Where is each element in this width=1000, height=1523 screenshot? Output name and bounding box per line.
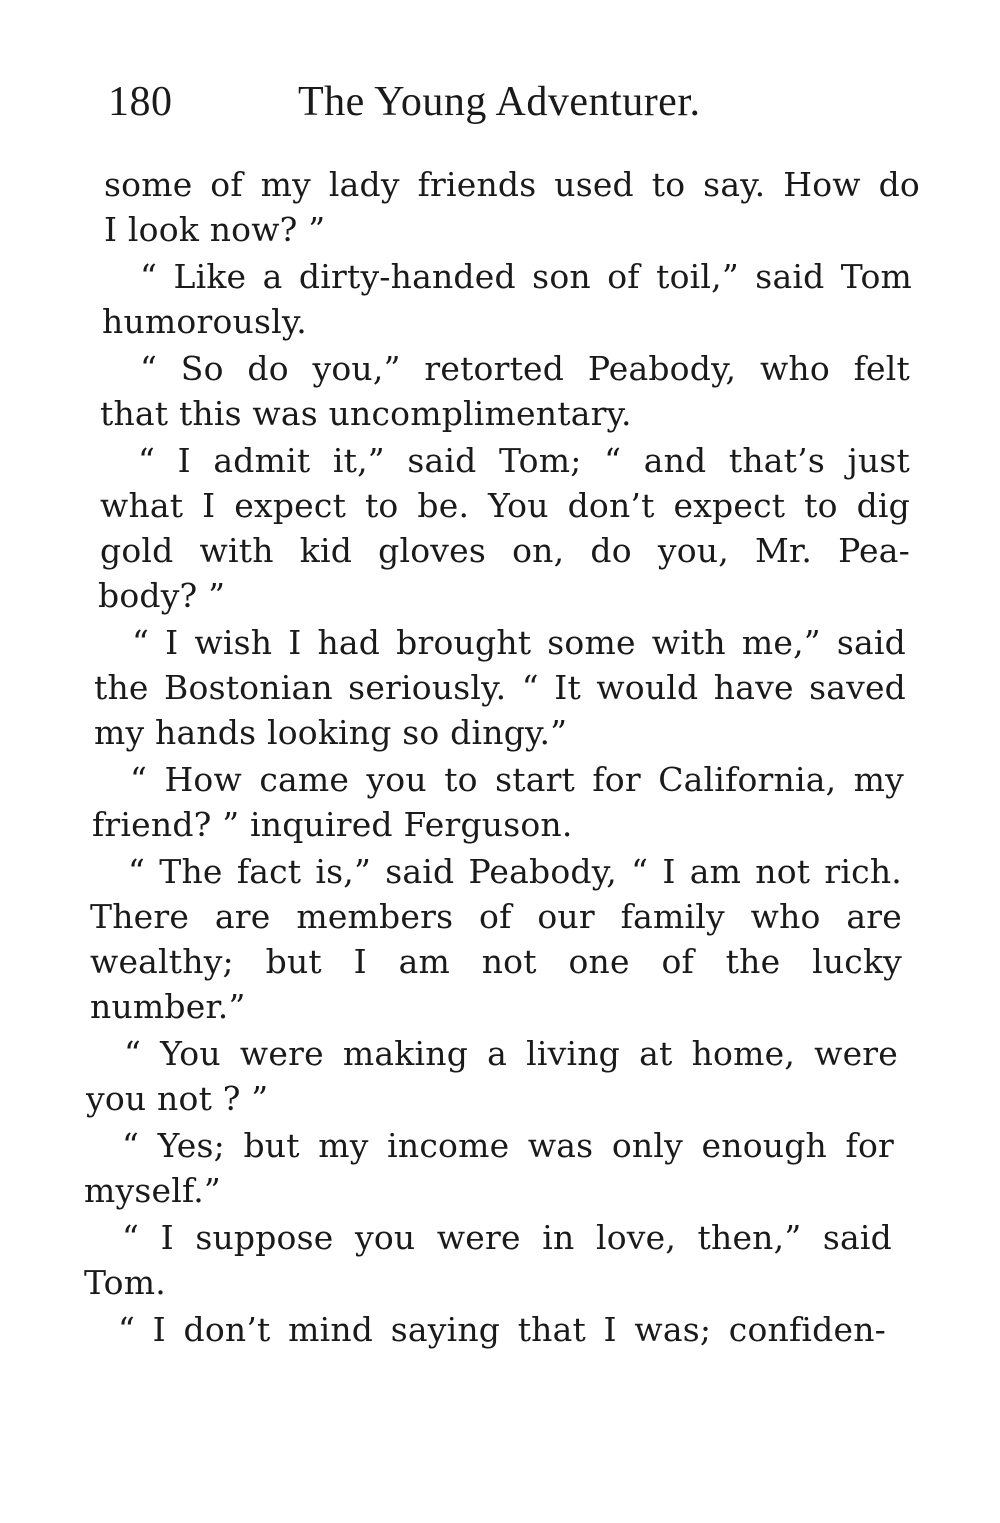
text-line: some of my lady friends used to say. How do — [104, 165, 920, 204]
text-line: wealthy; but I am not one of the lucky — [90, 942, 902, 981]
text-line: my hands looking so dingy.” — [94, 713, 568, 752]
text-line: “ I wish I had brought some with me,” said — [132, 623, 906, 662]
text-line: gold with kid gloves on, do you, Mr. Pea- — [100, 531, 910, 570]
text-line: “ I don’t mind saying that I was; confiden- — [118, 1310, 886, 1349]
text-line: you not ? ” — [86, 1079, 269, 1118]
book-title: The Young Adventurer. — [298, 79, 701, 125]
text-line: “ I admit it,” said Tom; “ and that’s just — [138, 441, 910, 480]
body-text — [80, 162, 920, 1352]
text-line: friend? ” inquired Ferguson. — [92, 805, 573, 844]
text-line: “ How came you to start for California, my — [130, 760, 904, 799]
text-line: that this was uncomplimentary. — [100, 394, 632, 433]
text-line: number.” — [90, 987, 246, 1026]
text-line: There are members of our family who are — [90, 897, 902, 936]
running-head — [108, 78, 768, 128]
text-line: “ Like a dirty-handed son of toil,” said Tom — [140, 257, 912, 296]
text-line: “ The fact is,” said Peabody, “ I am not rich. — [128, 852, 902, 891]
page-number: 180 — [108, 79, 173, 125]
text-line: “ I suppose you were in love, then,” said — [122, 1218, 892, 1257]
text-line: myself.” — [84, 1171, 221, 1210]
text-line: humorously. — [102, 302, 308, 341]
text-line: body? ” — [98, 576, 226, 615]
text-line: the Bostonian seriously. “ It would have saved — [94, 668, 906, 707]
text-line: Tom. — [84, 1263, 166, 1302]
text-line: “ Yes; but my income was only enough for — [122, 1126, 894, 1165]
text-line: I look now? ” — [104, 210, 326, 249]
text-line: what I expect to be. You don’t expect to dig — [100, 486, 910, 525]
text-line: “ You were making a living at home, were — [124, 1034, 898, 1073]
text-line: “ So do you,” retorted Peabody, who felt — [140, 349, 910, 388]
